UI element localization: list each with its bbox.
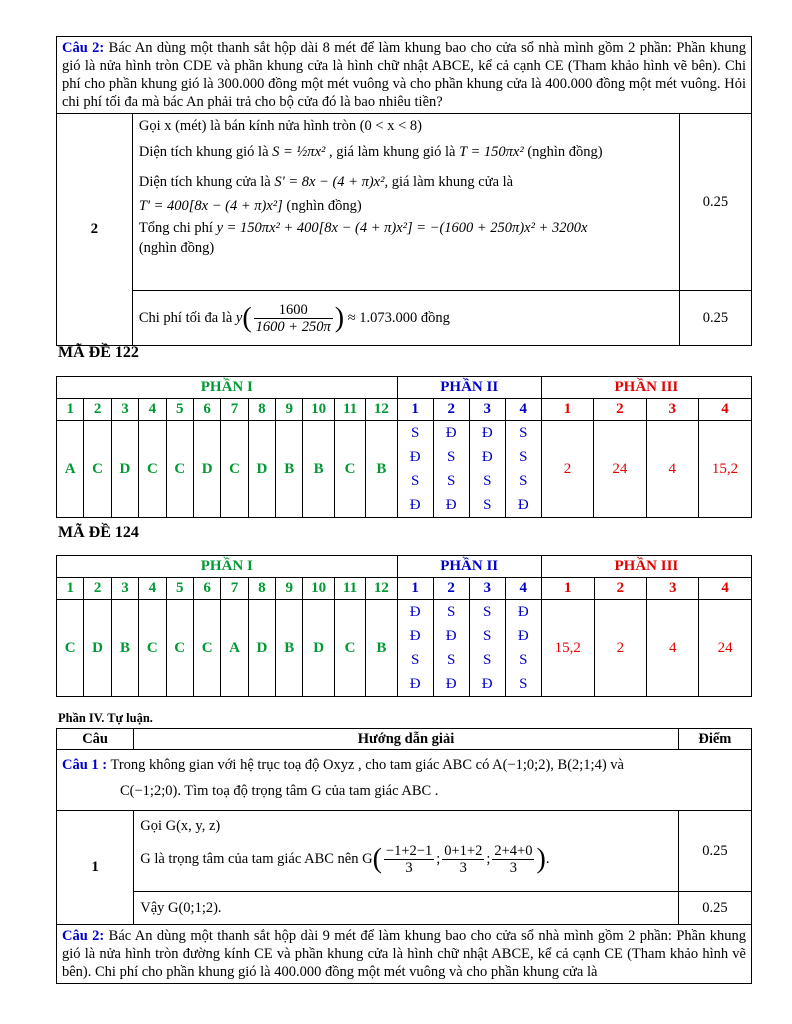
part2-answer: S <box>519 652 528 668</box>
part1-number: 3 <box>111 399 138 421</box>
part1-answer: C <box>334 600 365 697</box>
part1-number: 10 <box>303 578 334 600</box>
part1-number: 5 <box>166 399 193 421</box>
answer-row <box>57 421 752 518</box>
solution-cell <box>132 114 679 291</box>
part1-number: 4 <box>139 578 166 600</box>
q1-text-2: C(−1;2;0). Tìm toạ độ trọng tâm G của tam giác ABC . <box>120 783 439 799</box>
part1-answer: B <box>366 421 397 518</box>
part2-answer: S <box>519 425 528 441</box>
part2-number: 3 <box>469 578 505 600</box>
part3-number: 3 <box>646 399 698 421</box>
code-124-title: MÃ ĐỀ 124 <box>58 524 139 541</box>
formula-t: T = 150πx² <box>459 144 524 160</box>
max-cost-fraction: $\frac{1600}{1600 + 250\pi}$ <box>255 301 331 335</box>
part3-header: PHẦN III <box>541 377 751 399</box>
part2-number: 2 <box>433 578 469 600</box>
part3-number: 1 <box>541 578 594 600</box>
part1-number: 5 <box>166 578 193 600</box>
part3-answer: 15,2 <box>541 600 594 697</box>
part1-answer: C <box>57 600 84 697</box>
q1-line-1: Gọi G(x, y, z) <box>140 818 221 834</box>
part3-answer: 24 <box>594 421 647 518</box>
part2-answer: S <box>447 473 456 489</box>
part1-answer: C <box>221 421 248 518</box>
part3-answer: 4 <box>647 600 699 697</box>
part3-answer: 2 <box>541 421 593 518</box>
part2-answer-column <box>397 421 433 518</box>
part3-answer: 24 <box>699 600 752 697</box>
part1-answer: D <box>193 421 220 518</box>
part2-answer: S <box>519 676 528 692</box>
fraction-y: $\frac{0+1+2}{3}$ <box>444 843 483 876</box>
part2-answer-column <box>433 421 469 518</box>
score-2: 0.25 <box>679 291 751 346</box>
part2-answer: S <box>446 604 456 620</box>
score-1: 0.25 <box>679 114 751 291</box>
part3-number: 1 <box>541 399 593 421</box>
answer-table-122 <box>56 376 752 518</box>
part3-number: 2 <box>594 399 647 421</box>
part1-number: 2 <box>84 399 111 421</box>
part3-number: 3 <box>647 578 699 600</box>
part1-number: 12 <box>366 399 397 421</box>
q2-prompt-cell-2 <box>57 925 752 984</box>
part1-answer: D <box>84 600 111 697</box>
part2-answer: S <box>447 449 456 465</box>
part2-answer: S <box>483 497 492 513</box>
part2-answer: S <box>483 652 492 668</box>
part4-title: Phần IV. Tự luận. <box>58 711 153 725</box>
part3-answer: 15,2 <box>698 421 751 518</box>
part1-number: 6 <box>193 578 220 600</box>
part1-number: 9 <box>276 399 303 421</box>
part1-number: 3 <box>111 578 138 600</box>
part2-answer: S <box>446 652 456 668</box>
q1-prompt-cell <box>57 750 752 811</box>
part2-answer: S <box>410 652 420 668</box>
formula-t-prime: T' = 400[8x − (4 + π)x²] <box>138 198 283 214</box>
part3-answer: 2 <box>594 600 646 697</box>
part1-answer: D <box>248 421 275 518</box>
part2-answer: S <box>483 473 492 489</box>
q1-score-2: 0.25 <box>678 892 751 925</box>
part2-answer: Đ <box>517 497 529 513</box>
part2-number: 4 <box>505 578 541 600</box>
part1-number: 7 <box>221 399 248 421</box>
part2-answer-column <box>433 600 469 697</box>
essay-table <box>56 728 752 984</box>
part1-answer: A <box>57 421 84 518</box>
part2-answer: Đ <box>409 628 421 644</box>
q1-text-1: Trong không gian với hệ trục toạ độ Oxyz , cho tam giác ABC có A(−1;0;2), B(2;1;4) và <box>107 757 624 773</box>
part2-number: 4 <box>505 399 541 421</box>
part2-answer: Đ <box>481 425 493 441</box>
part1-number: 4 <box>139 399 166 421</box>
q2-label-2: Câu 2: <box>62 928 105 944</box>
fraction-z: $\frac{2+4+0}{3}$ <box>494 843 533 876</box>
part1-header: PHẦN I <box>57 377 398 399</box>
part2-answer: Đ <box>517 628 529 644</box>
part2-answer-column <box>469 421 505 518</box>
part1-header: PHẦN I <box>57 556 398 578</box>
part2-answer: S <box>519 473 528 489</box>
part3-number: 4 <box>698 399 751 421</box>
part3-number: 4 <box>699 578 752 600</box>
part2-answer: Đ <box>445 628 457 644</box>
answer-table-124 <box>56 555 752 697</box>
fraction-x: $\frac{-1+2-1}{3}$ <box>385 843 433 876</box>
part1-number: 9 <box>276 578 303 600</box>
row-number: 2 <box>57 114 133 346</box>
q1-conclusion-cell <box>134 892 679 925</box>
part2-answer-column <box>469 600 505 697</box>
part2-answer: Đ <box>409 449 421 465</box>
q2-prompt-cell <box>57 37 752 114</box>
part1-answer: D <box>111 421 138 518</box>
col-huong-dan: Hướng dẫn giải <box>134 729 679 750</box>
part2-answer-column <box>397 600 433 697</box>
part1-number: 8 <box>248 578 275 600</box>
part2-answer: Đ <box>481 676 493 692</box>
part2-header: PHẦN II <box>397 556 541 578</box>
part1-number: 11 <box>334 399 365 421</box>
col-cau: Câu <box>57 729 134 750</box>
part3-header: PHẦN III <box>541 556 751 578</box>
answer-row <box>57 600 752 697</box>
part2-answer: S <box>410 473 420 489</box>
part1-answer: A <box>221 600 248 697</box>
part1-answer: C <box>166 600 193 697</box>
part2-answer: Đ <box>409 497 421 513</box>
top-solution-table <box>56 36 752 346</box>
part2-answer: Đ <box>445 425 457 441</box>
part1-answer: C <box>139 600 166 697</box>
number-row <box>57 578 752 600</box>
part2-answer: S <box>483 628 492 644</box>
part1-answer: D <box>303 600 334 697</box>
col-diem: Điểm <box>678 729 751 750</box>
formula-s-prime: S' = 8x − (4 + π)x² <box>274 174 385 190</box>
part2-answer: Đ <box>517 604 529 620</box>
q1-row-number: 1 <box>57 811 134 925</box>
number-row <box>57 399 752 421</box>
q2-text: Bác An dùng một thanh sắt hộp dài 8 mét để làm khung bao cho cửa sổ nhà mình gồm 2 phần: Phần khung gió là nửa hình tròn CDE và phần khung cửa là hình chữ nhật ABCE, kể cả cạnh CE (Tham khảo hình vẽ bên). Chi phí cho phần khung gió là 300.000 đồng một mét vuông và cho phần khung cửa là 400.000 đồng một mét vuông. Hỏi chi phí tối đa mà bác An phải trả cho bộ cửa đó là bao nhiêu tiền? <box>62 40 746 110</box>
part2-answer-column <box>505 421 541 518</box>
part1-number: 2 <box>84 578 111 600</box>
part1-answer: B <box>111 600 138 697</box>
part1-answer: B <box>276 600 303 697</box>
part1-answer: C <box>84 421 111 518</box>
part3-number: 2 <box>594 578 646 600</box>
line-4: T' = 400[8x − (4 + π)x²] (nghìn đồng) <box>138 198 362 214</box>
part1-answer: C <box>139 421 166 518</box>
q1-line-3: Vậy G(0;1;2). <box>140 900 222 916</box>
part1-number: 1 <box>57 578 84 600</box>
part2-number: 3 <box>469 399 505 421</box>
part1-answer: C <box>193 600 220 697</box>
part2-answer: S <box>483 604 492 620</box>
part1-answer: B <box>276 421 303 518</box>
part1-number: 7 <box>221 578 248 600</box>
line-3: Diện tích khung cửa là S' = 8x − (4 + π)x², giá làm khung cửa là <box>138 174 514 190</box>
line-2: Diện tích khung gió là S = ½πx² , giá làm khung gió là T = 150πx² (nghìn đồng) <box>138 144 603 160</box>
part1-answer: C <box>334 421 365 518</box>
line-6: (nghìn đồng) <box>138 240 215 256</box>
q1-solution-cell <box>134 811 679 892</box>
part2-answer: S <box>410 425 420 441</box>
part3-answer: 4 <box>646 421 698 518</box>
part1-number: 8 <box>248 399 275 421</box>
part2-answer: Đ <box>409 604 421 620</box>
q2-label: Câu 2: <box>62 40 105 56</box>
max-cost-cell: Chi phí tối đa là y( $\frac{1600}{1600 + 250\pi}$ ) ≈ 1.073.000 đồng <box>132 291 679 346</box>
part2-number: 1 <box>397 399 433 421</box>
formula-total: y = 150πx² + 400[8x − (4 + π)x²] = −(1600 + 250π)x² + 3200x <box>216 220 588 236</box>
line-5: Tổng chi phí y = 150πx² + 400[8x − (4 + π)x²] = −(1600 + 250π)x² + 3200x <box>138 220 588 236</box>
part1-number: 6 <box>193 399 220 421</box>
code-122-title: MÃ ĐỀ 122 <box>58 344 139 361</box>
q1-label: Câu 1 : <box>62 757 108 773</box>
part2-header: PHẦN II <box>397 377 541 399</box>
q2-text-2: Bác An dùng một thanh sắt hộp dài 9 mét để làm khung bao cho cửa sổ nhà mình gồm 2 phần: Phần khung gió là nửa hình tròn đường kính CE và phần khung cửa là hình chữ nhật ABCE, kể cả cạnh CE (Tham khảo hình vẽ bên). Chi phí cho phần khung gió là 400.000 đồng một mét vuông và cho phần khung cửa là <box>62 928 746 980</box>
part2-answer-column <box>505 600 541 697</box>
part2-number: 1 <box>397 578 433 600</box>
part2-answer: Đ <box>409 676 421 692</box>
part2-answer: Đ <box>445 676 457 692</box>
line-1: Gọi x (mét) là bán kính nửa hình tròn (0 < x < 8) <box>138 118 422 134</box>
part2-answer: Đ <box>481 449 493 465</box>
q1-line-2: G là trọng tâm của tam giác ABC nên G( $\frac{-1+2-1}{3}$ ; $\frac{0+1+2}{3}$ ; $\frac{2+4+0}{3}$ ). <box>140 843 550 876</box>
part1-answer: D <box>248 600 275 697</box>
part1-number: 10 <box>303 399 334 421</box>
part1-answer: B <box>366 600 397 697</box>
part1-answer: C <box>166 421 193 518</box>
part1-answer: B <box>303 421 334 518</box>
part2-answer: Đ <box>445 497 457 513</box>
formula-s: S = ½πx² <box>272 144 326 160</box>
part2-answer: S <box>519 449 528 465</box>
q1-score-1: 0.25 <box>678 811 751 892</box>
part2-number: 2 <box>433 399 469 421</box>
part1-number: 1 <box>57 399 84 421</box>
part1-number: 12 <box>366 578 397 600</box>
part1-number: 11 <box>334 578 365 600</box>
